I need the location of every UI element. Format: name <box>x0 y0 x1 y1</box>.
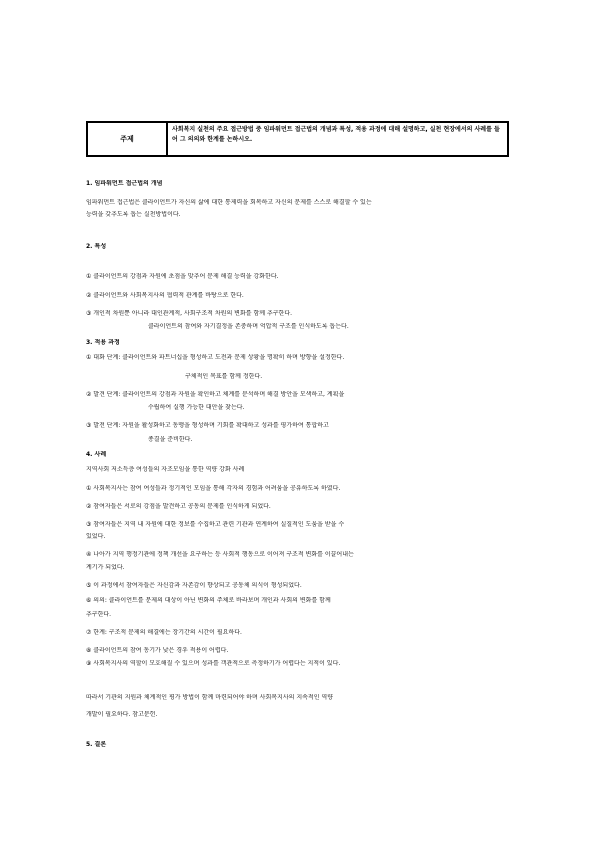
list-item: 추구한다. <box>86 611 112 618</box>
list-item: 따라서 기관의 지원과 체계적인 평가 방법이 함께 마련되어야 하며 사회복지사의 지속적인 역량 <box>86 694 334 701</box>
list-item: ⑤ 이 과정에서 참여자들은 자신감과 자존감이 향상되고 공동체 의식이 형성되었다. <box>86 582 302 589</box>
list-item: ⑦ 한계: 구조적 문제의 해결에는 장기간의 시간이 필요하다. <box>86 629 242 636</box>
section-title-process: 3. 적용 과정 <box>86 339 120 346</box>
list-item: ① 사회복지사는 참여 여성들과 정기적인 모임을 통해 각자의 경험과 어려움을 공유하도록 하였다. <box>86 485 341 492</box>
topic-header-box <box>86 121 509 157</box>
list-item: ① 대화 단계: 클라이언트와 파트너십을 형성하고 도전과 문제 상황을 명확히 하며 방향을 설정한다. <box>86 354 345 361</box>
topic-text: 사회복지 실천의 주요 접근방법 중 임파워먼트 접근법의 개념과 특성, 적용 과정에 대해 설명하고, 실천 현장에서의 사례를 들어 그 의의와 한계를 논하시오. <box>172 126 500 143</box>
list-item: 수립하여 실행 가능한 대안을 찾는다. <box>148 404 245 411</box>
list-item: ⑨ 사회복지사의 역할이 모호해질 수 있으며 성과를 객관적으로 측정하기가 어렵다는 지적이 있다. <box>86 660 341 667</box>
list-item: 클라이언트의 참여와 자기결정을 존중하며 억압적 구조를 인식하도록 돕는다. <box>148 323 349 330</box>
paragraph-line: 임파워먼트 접근법은 클라이언트가 자신의 삶에 대한 통제력을 회복하고 자신의 문제를 스스로 해결할 수 있는 <box>86 199 372 206</box>
list-item: 있었다. <box>86 533 106 540</box>
section-title-case: 4. 사례 <box>86 451 107 458</box>
list-item: 개발이 필요하다. 참고문헌. <box>86 711 158 718</box>
section-title-features: 2. 특성 <box>86 243 107 250</box>
section-title-concept: 1. 임파워먼트 접근법의 개념 <box>86 180 163 187</box>
paragraph-line: 능력을 갖추도록 돕는 실천방법이다. <box>86 211 181 218</box>
list-item: ② 발견 단계: 클라이언트의 강점과 자원을 확인하고 체계를 분석하며 해결 방안을 모색하고, 계획을 <box>86 391 345 398</box>
section-title-conclusion: 5. 결론 <box>86 741 107 748</box>
topic-label: 주제 <box>88 123 168 155</box>
list-item: ① 클라이언트의 강점과 자원에 초점을 맞추어 문제 해결 능력을 강화한다. <box>86 273 279 280</box>
list-item: ⑧ 클라이언트의 참여 동기가 낮은 경우 적용이 어렵다. <box>86 647 229 654</box>
list-item: ④ 나아가 지역 행정기관에 정책 개선을 요구하는 등 사회적 행동으로 이어져 구조적 변화를 이끌어내는 <box>86 551 354 558</box>
list-item: ③ 발전 단계: 자원을 활성화하고 동맹을 형성하며 기회를 확대하고 성과를 평가하여 통합하고 <box>86 422 329 429</box>
list-item: ② 클라이언트와 사회복지사의 협력적 관계를 바탕으로 한다. <box>86 292 244 299</box>
list-item: 계기가 되었다. <box>86 564 125 571</box>
list-item: 종결을 준비한다. <box>148 436 193 443</box>
list-item: ③ 개인적 차원뿐 아니라 대인관계적, 사회구조적 차원의 변화를 함께 추구한다. <box>86 310 293 317</box>
list-item: 지역사회 저소득층 여성들의 자조모임을 통한 역량 강화 사례 <box>86 466 245 473</box>
list-item: ② 참여자들은 서로의 강점을 발견하고 공동의 문제를 인식하게 되었다. <box>86 503 271 510</box>
list-item: ③ 참여자들은 지역 내 자원에 대한 정보를 수집하고 관련 기관과 연계하여 실질적인 도움을 받을 수 <box>86 521 345 528</box>
list-item: 구체적인 목표를 함께 정한다. <box>185 373 263 380</box>
list-item: ⑥ 의의: 클라이언트를 문제의 대상이 아닌 변화의 주체로 바라보며 개인과 사회의 변화를 함께 <box>86 597 331 604</box>
